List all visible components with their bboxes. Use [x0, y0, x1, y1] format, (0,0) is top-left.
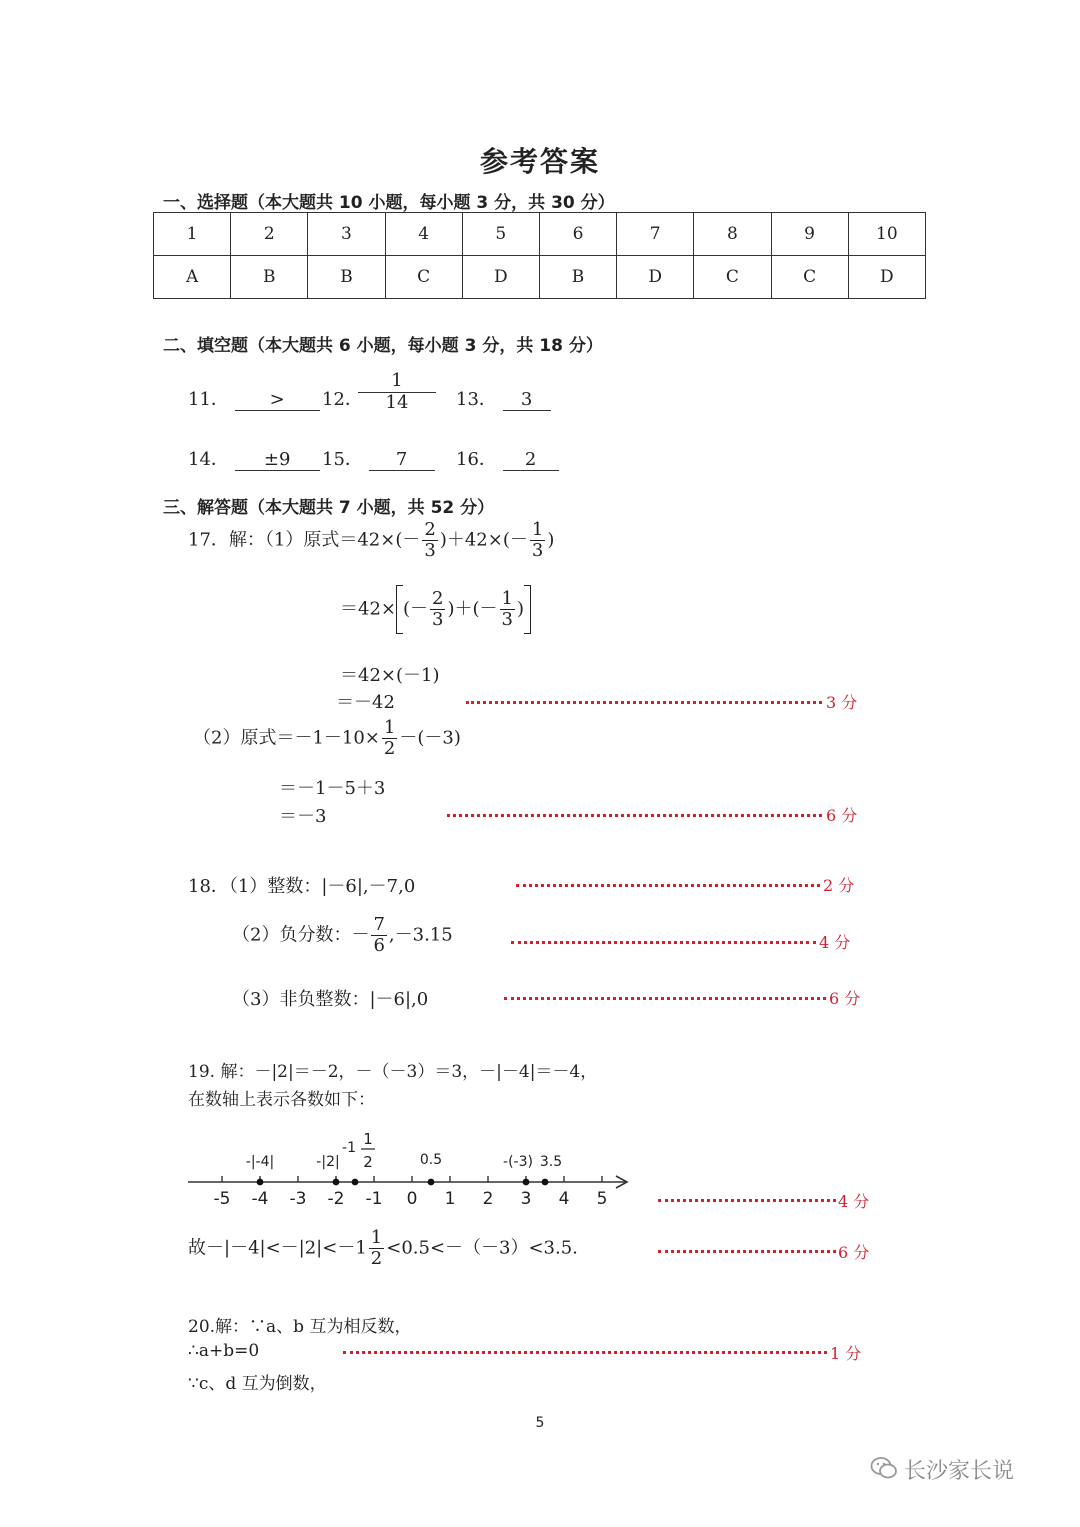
q12-numerator: 1: [391, 370, 403, 391]
tick-label: -5: [213, 1189, 231, 1209]
table-cell-answer: B: [308, 256, 385, 299]
p17-line1: [188, 520, 554, 561]
table-cell-answer: D: [848, 256, 925, 299]
tick-label: 5: [596, 1189, 608, 1209]
p18-line1: 18．（1）整数：|－6|,－7,0: [188, 876, 416, 897]
score-dots: [466, 701, 822, 704]
score-label: 6 分: [838, 1243, 870, 1262]
p20-line3: ∵c、d 互为倒数，: [188, 1374, 327, 1394]
denominator: 3: [432, 608, 444, 630]
table-cell-answer: C: [771, 256, 848, 299]
score-dots: [343, 1351, 827, 1354]
table-cell-number: 9: [771, 213, 848, 256]
score-dots: [658, 1250, 836, 1253]
table-cell-answer: C: [385, 256, 462, 299]
table-cell-number: 4: [385, 213, 462, 256]
p18-l2-suffix: ,－3.15: [388, 924, 453, 946]
score-label: 2 分: [823, 876, 855, 895]
p17-head: 17．解：（1）原式＝42×(－: [188, 529, 421, 551]
bracket-corner: [397, 585, 403, 586]
point-marker: [333, 1179, 340, 1186]
p19-line2: 在数轴上表示各数如下：: [188, 1090, 375, 1110]
answer-table: [153, 212, 926, 299]
q13-answer: 3: [503, 389, 551, 411]
bracket-group: [396, 585, 531, 634]
table-cell-answer: D: [462, 256, 539, 299]
q11-answer: >: [235, 389, 320, 411]
p18-line2: [232, 915, 453, 956]
point-label: 1: [363, 1130, 373, 1148]
tick-label: -1: [365, 1189, 383, 1209]
q14-label: 14．: [188, 449, 229, 470]
score-dots: [516, 884, 820, 887]
numerator: 2: [424, 519, 436, 540]
table-cell-answer: C: [694, 256, 771, 299]
fraction: [530, 520, 545, 561]
point-label: 3.5: [539, 1154, 563, 1170]
p17-part2-line1: [193, 718, 461, 759]
table-cell-number: 6: [539, 213, 616, 256]
point-label: 2: [363, 1153, 373, 1171]
score-dots: [447, 814, 822, 817]
point-marker: [523, 1179, 530, 1186]
point-marker: [352, 1179, 359, 1186]
page-number: 5: [535, 1415, 545, 1431]
tick-label: 4: [558, 1189, 570, 1209]
q16-answer: 2: [503, 449, 559, 471]
q12-denominator: 14: [358, 392, 436, 414]
point-marker: [257, 1179, 264, 1186]
p17-part2-line2: ＝－1－5＋3: [279, 778, 386, 799]
point-label: 0.5: [419, 1152, 443, 1168]
table-row-answers: [154, 256, 926, 299]
q11-label: 11．: [188, 389, 229, 410]
point-label: -|2|: [316, 1154, 340, 1170]
point-label: -1: [342, 1140, 356, 1156]
q15-answer: 7: [369, 449, 435, 471]
p19-line1: 19. 解：－|2|＝－2，－（－3）＝3，－|－4|＝－4，: [188, 1062, 598, 1082]
bracket-corner: [524, 585, 530, 586]
number-line: [180, 1118, 640, 1210]
section-heading-choice: 一、选择题（本大题共 10 小题，每小题 3 分，共 30 分）: [163, 193, 615, 213]
fill-q14: [188, 445, 320, 471]
tick-label: -3: [289, 1189, 307, 1209]
score-label: 3 分: [826, 693, 858, 712]
p17-l2-close: ): [516, 598, 525, 620]
fill-q13: [456, 385, 551, 411]
tick-label: -2: [327, 1189, 345, 1209]
bracket-corner: [524, 633, 530, 634]
fraction: [500, 589, 515, 630]
score-dots: [504, 997, 826, 1000]
conclusion-suffix: <0.5<－（－3）<3.5.: [386, 1237, 578, 1259]
fill-q11: [188, 385, 320, 411]
point-marker: [428, 1179, 435, 1186]
p17-line4: ＝－42: [336, 692, 395, 713]
denominator: 3: [501, 608, 513, 630]
denominator: 2: [383, 737, 396, 759]
table-cell-number: 3: [308, 213, 385, 256]
fraction: [369, 1228, 384, 1269]
table-cell-answer: A: [154, 256, 231, 299]
bracket-corner: [397, 633, 403, 634]
tick-label: 0: [406, 1189, 418, 1209]
wechat-icon: [870, 1455, 896, 1481]
section-heading-solve: 三、解答题（本大题共 7 小题，共 52 分）: [163, 498, 495, 518]
p17-p2-tail: －(－3): [399, 727, 461, 749]
table-cell-number: 5: [462, 213, 539, 256]
score-label: 6 分: [826, 806, 858, 825]
score-dots: [658, 1199, 836, 1202]
p17-tail: ): [547, 529, 555, 551]
table-cell-number: 8: [694, 213, 771, 256]
score-label: 6 分: [829, 989, 861, 1008]
q15-label: 15．: [322, 449, 363, 470]
score-label: 4 分: [819, 933, 851, 952]
fill-q15: [322, 445, 435, 471]
p20-line1: 20.解：∵a、b 互为相反数，: [188, 1317, 412, 1337]
p17-line3: ＝42×(－1): [340, 665, 440, 686]
fill-q12-label: 12．: [322, 389, 363, 410]
page-title: 参考答案: [479, 145, 600, 178]
numerator: 2: [432, 588, 444, 609]
table-cell-answer: D: [617, 256, 694, 299]
p17-part2-line3: ＝－3: [279, 806, 327, 827]
fraction: [382, 718, 397, 759]
point-label: -(-3): [503, 1154, 533, 1170]
fill-q12-answer: [358, 371, 436, 413]
denominator: 6: [373, 934, 385, 956]
denominator: 2: [370, 1247, 383, 1269]
numerator: 1: [501, 588, 513, 609]
p18-line3: （3）非负整数：|－6|,0: [232, 989, 429, 1010]
table-row-numbers: [154, 213, 926, 256]
p17-l2-prefix: ＝42×: [340, 598, 396, 620]
table-cell-number: 1: [154, 213, 231, 256]
table-cell-number: 10: [848, 213, 925, 256]
tick-label: 3: [520, 1189, 532, 1209]
tick-label: 2: [482, 1189, 494, 1209]
table-cell-answer: B: [539, 256, 616, 299]
fraction: [371, 915, 386, 956]
p17-line2: [340, 585, 531, 634]
fraction: [422, 520, 437, 561]
watermark-text: 长沙家长说: [904, 1459, 1015, 1484]
q14-answer: ±9: [235, 449, 320, 471]
numerator: 7: [373, 914, 385, 935]
numerator: 1: [383, 717, 396, 738]
fill-q16: [456, 445, 559, 471]
point-label: -|-4|: [245, 1154, 275, 1170]
score-dots: [511, 941, 816, 944]
score-label: 4 分: [838, 1192, 870, 1211]
q16-label: 16．: [456, 449, 497, 470]
table-cell-number: 2: [231, 213, 308, 256]
p17-p2-head: （2）原式＝－1－10×: [193, 727, 380, 749]
p17-mid: )＋42×(－: [439, 529, 528, 551]
p18-l2-prefix: （2）负分数：－: [232, 924, 370, 946]
numerator: 1: [531, 519, 544, 540]
numerator: 1: [370, 1227, 383, 1248]
p17-l2-open: (－: [403, 598, 429, 620]
tick-label: -4: [251, 1189, 269, 1209]
section-heading-fill: 二、填空题（本大题共 6 小题，每小题 3 分，共 18 分）: [163, 336, 603, 356]
q13-label: 13．: [456, 389, 497, 410]
p17-l2-mid: )＋(－: [447, 598, 498, 620]
point-marker: [542, 1179, 549, 1186]
denominator: 3: [531, 539, 544, 561]
table-cell-answer: B: [231, 256, 308, 299]
fraction: [430, 589, 445, 630]
tick-label: 1: [444, 1189, 456, 1209]
denominator: 3: [424, 539, 436, 561]
score-label: 1 分: [830, 1344, 862, 1363]
conclusion-prefix: 故－|－4|<－|2|<－1: [188, 1237, 367, 1259]
table-cell-number: 7: [617, 213, 694, 256]
p19-conclusion: [188, 1228, 578, 1269]
p20-line2: ∴a+b=0: [188, 1341, 260, 1361]
